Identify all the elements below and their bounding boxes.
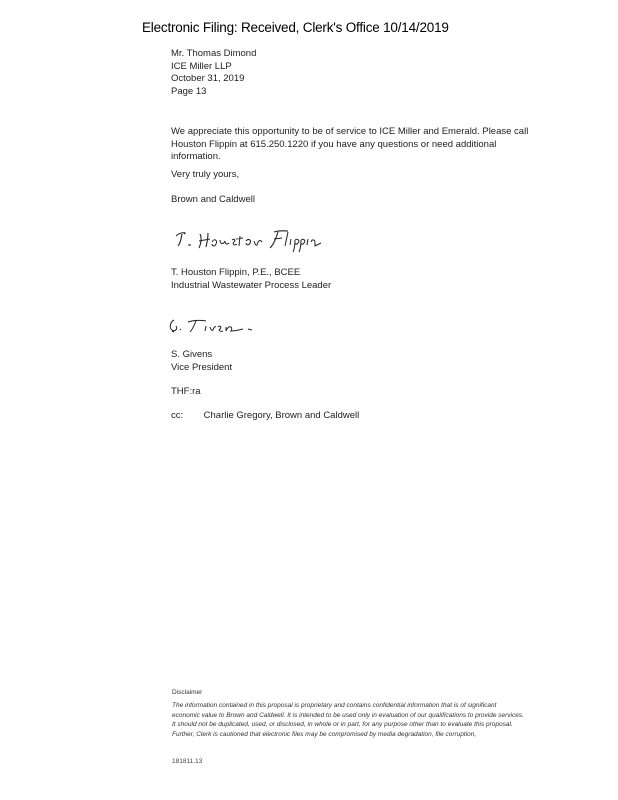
paragraph-line: We appreciate this opportunity to be of service to ICE Miller and Emerald. Please call [171,126,529,137]
letter-date: October 31, 2019 [171,73,245,84]
signatory-block-2 [171,349,232,374]
signatory-block-1 [171,267,331,292]
disclaimer-line: Further, Clerk is cautioned that electronic files may be compromised by media degradation, file corruption, [172,730,477,738]
recipient-firm: ICE Miller LLP [171,60,232,72]
paragraph-line: Houston Flippin at 615.250.1220 if you have any questions or need additional [171,138,497,150]
disclaimer-line: It should not be duplicated, used, or disclosed, in whole or in part, for any purpose other than to evaluate this proposal. [172,721,513,729]
signatory-role: Vice President [171,361,233,373]
disclaimer-heading: Disclaimer [172,689,203,696]
document-code: 181811.13 [172,758,203,765]
disclaimer-line: The information contained in this proposal is proprietary and contains confidential information that is of significant [172,702,497,709]
signatory-role: Industrial Wastewater Process Leader [171,279,332,291]
recipient-name: Mr. Thomas Dimond [171,48,257,59]
initials: THF:ra [171,386,201,397]
signature-flippin [170,222,330,254]
disclaimer-text [172,701,564,739]
signatory-name: S. Givens [171,349,213,360]
signatory-name: T. Houston Flippin, P.E., BCEE [171,267,301,278]
letter-header [171,48,256,98]
filing-stamp: Electronic Filing: Received, Clerk's Office 10/14/2019 [142,20,449,35]
paragraph-line: information. [171,151,221,162]
closing: Very truly yours, [171,169,240,180]
company-name: Brown and Caldwell [171,194,255,205]
disclaimer-line: economic value to Brown and Caldwell. It is intended to be used only in evaluation of our qualifications to provide services. [172,711,524,719]
cc-label: cc: [171,410,184,421]
cc-recipient: Charlie Gregory, Brown and Caldwell [203,410,360,421]
body-paragraph [171,126,528,164]
cc-line [171,410,359,423]
signature-givens [166,314,266,336]
page-number: Page 13 [171,85,207,97]
